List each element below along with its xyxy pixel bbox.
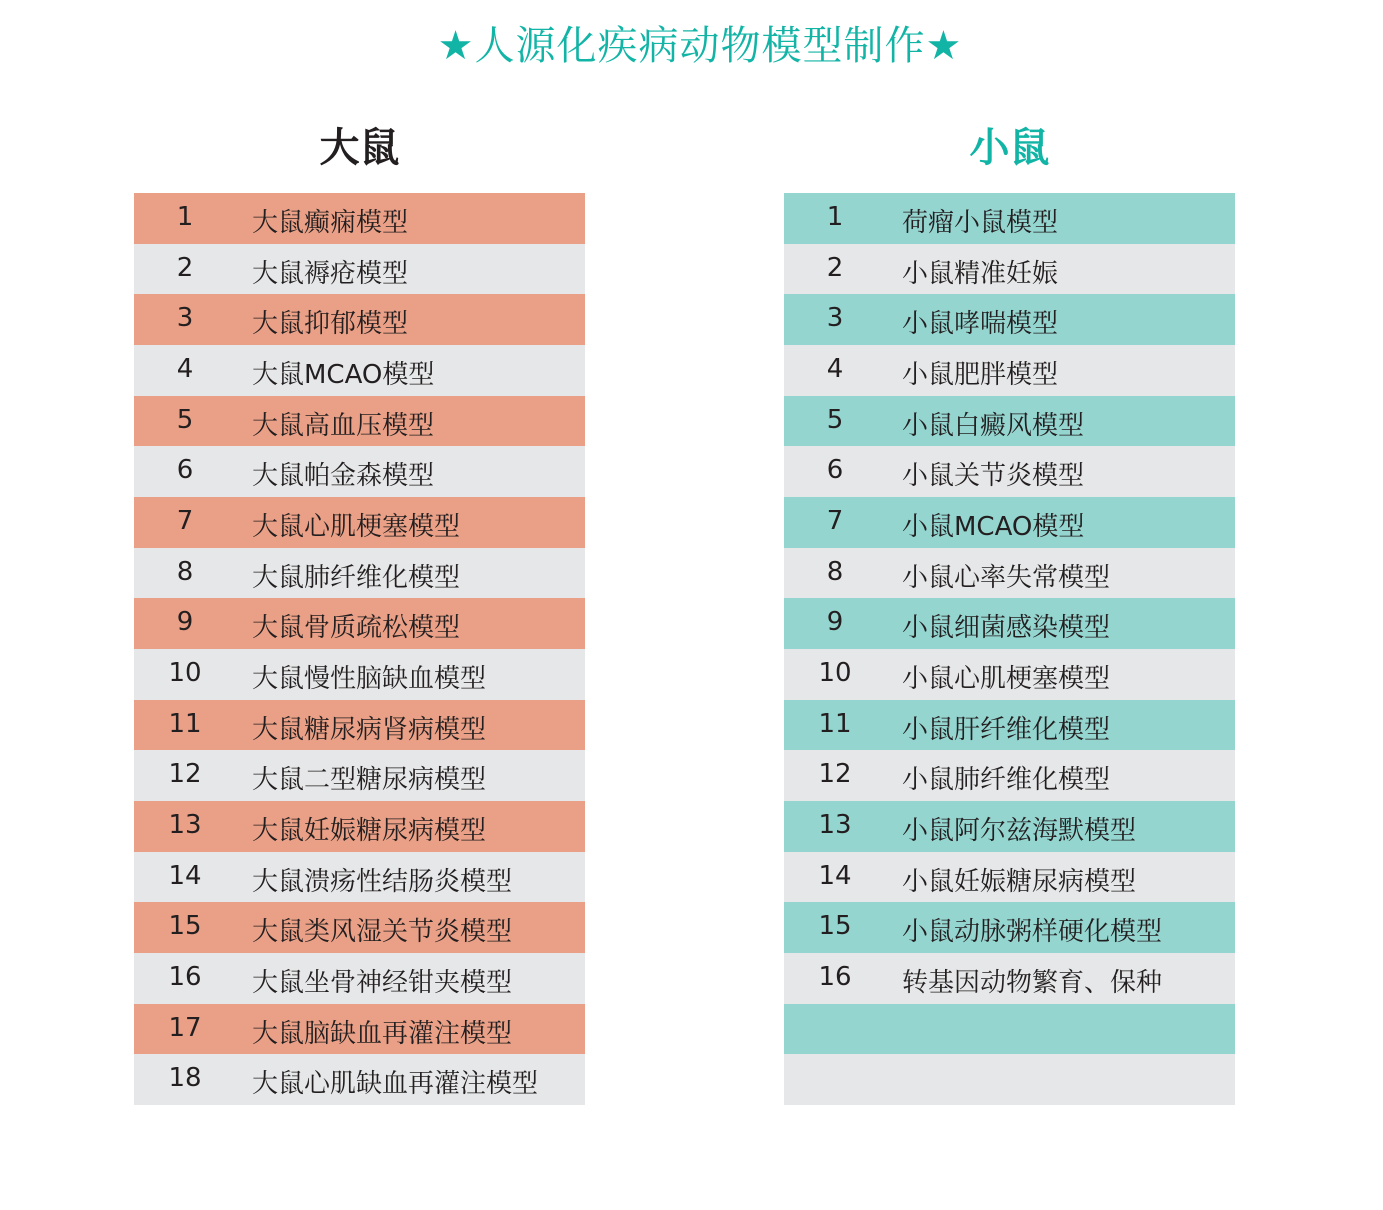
table-row	[784, 396, 1235, 447]
table-row	[134, 1054, 585, 1105]
table-row	[784, 193, 1235, 244]
row-number: 5	[176, 404, 194, 435]
model-name: 大鼠肺纤维化模型	[252, 562, 461, 593]
table-row	[134, 345, 585, 396]
row-number: 15	[818, 911, 852, 942]
rat-model-table	[134, 193, 585, 1105]
mouse-heading: 小鼠	[969, 125, 1050, 171]
table-row	[784, 598, 1235, 649]
row-number: 14	[818, 860, 852, 891]
row-number: 8	[176, 556, 194, 587]
table-row	[134, 446, 585, 497]
model-name: 荷瘤小鼠模型	[902, 208, 1059, 238]
model-name: 大鼠抑郁模型	[252, 309, 409, 340]
table-row	[784, 446, 1235, 497]
table-row	[134, 193, 585, 244]
model-name: 小鼠关节炎模型	[902, 461, 1085, 492]
model-name: 小鼠哮喘模型	[902, 309, 1059, 340]
table-row	[134, 396, 585, 447]
row-number: 8	[826, 556, 844, 587]
model-name: 大鼠糖尿病肾病模型	[252, 714, 487, 745]
model-name: 小鼠阿尔兹海默模型	[902, 815, 1137, 846]
model-name: 大鼠心肌梗塞模型	[252, 511, 461, 542]
rat-heading: 大鼠	[319, 125, 400, 171]
row-number: 1	[826, 202, 844, 232]
table-row	[134, 244, 585, 295]
row-number: 16	[818, 961, 852, 992]
table-row	[134, 294, 585, 345]
row-number: 6	[176, 455, 194, 486]
row-number: 18	[168, 1063, 202, 1094]
table-row	[784, 801, 1235, 852]
model-name: 大鼠骨质疏松模型	[252, 613, 461, 644]
row-number: 13	[168, 809, 202, 840]
row-number: 5	[826, 404, 844, 435]
model-name: 小鼠肥胖模型	[902, 359, 1059, 390]
row-number: 11	[818, 708, 852, 739]
row-number: 12	[168, 759, 202, 790]
row-number: 6	[826, 455, 844, 486]
row-number: 13	[818, 809, 852, 840]
row-number: 17	[168, 1012, 202, 1043]
row-number: 10	[168, 657, 202, 688]
row-number: 9	[176, 607, 194, 638]
row-number: 11	[168, 708, 202, 739]
table-row	[784, 700, 1235, 751]
table-row	[134, 801, 585, 852]
model-name: 小鼠肺纤维化模型	[902, 765, 1111, 796]
row-number: 16	[168, 961, 202, 992]
model-name: 大鼠脑缺血再灌注模型	[252, 1018, 513, 1049]
row-number: 7	[826, 505, 844, 536]
model-name: 转基因动物繁育、保种	[902, 967, 1163, 998]
model-name: 大鼠癫痫模型	[252, 208, 409, 238]
row-number: 4	[826, 353, 844, 384]
model-name: 大鼠MCAO模型	[252, 359, 435, 390]
row-number: 3	[176, 303, 194, 334]
model-name: 小鼠动脉粥样硬化模型	[902, 917, 1163, 948]
table-row	[134, 548, 585, 599]
row-number: 9	[826, 607, 844, 638]
model-name: 大鼠坐骨神经钳夹模型	[252, 967, 513, 998]
model-name: 大鼠类风湿关节炎模型	[252, 917, 513, 948]
table-row	[784, 1004, 1235, 1055]
model-name: 大鼠妊娠糖尿病模型	[252, 815, 487, 846]
row-number: 4	[176, 353, 194, 384]
table-row	[784, 345, 1235, 396]
table-row	[784, 649, 1235, 700]
model-name: 大鼠二型糖尿病模型	[252, 765, 487, 796]
row-number: 3	[826, 303, 844, 334]
row-number: 14	[168, 860, 202, 891]
row-number: 10	[818, 657, 852, 688]
model-name: 小鼠妊娠糖尿病模型	[902, 866, 1137, 897]
table-row	[134, 700, 585, 751]
page-title: ★人源化疾病动物模型制作★	[437, 23, 963, 69]
table-row	[134, 750, 585, 801]
model-name: 小鼠心肌梗塞模型	[902, 663, 1111, 694]
table-row	[784, 852, 1235, 903]
model-name: 小鼠心率失常模型	[902, 562, 1111, 593]
table-row	[784, 1054, 1235, 1105]
row-number: 7	[176, 505, 194, 536]
model-name: 大鼠高血压模型	[252, 410, 435, 441]
row-number: 2	[176, 252, 194, 283]
table-row	[784, 902, 1235, 953]
model-name: 大鼠褥疮模型	[252, 258, 409, 289]
model-name: 小鼠白癜风模型	[902, 410, 1085, 441]
table-row	[784, 244, 1235, 295]
model-name: 小鼠MCAO模型	[902, 511, 1085, 542]
model-name: 大鼠慢性脑缺血模型	[252, 663, 487, 694]
table-row	[134, 1004, 585, 1055]
model-name: 小鼠细菌感染模型	[902, 613, 1111, 644]
row-number: 12	[818, 759, 852, 790]
row-number: 2	[826, 252, 844, 283]
table-row	[134, 497, 585, 548]
model-name: 小鼠肝纤维化模型	[902, 714, 1111, 745]
table-row	[784, 953, 1235, 1004]
row-number: 1	[176, 202, 194, 232]
table-row	[134, 598, 585, 649]
table-row	[134, 902, 585, 953]
model-name: 大鼠溃疡性结肠炎模型	[252, 866, 513, 897]
model-name: 小鼠精准妊娠	[902, 258, 1059, 289]
table-row	[784, 548, 1235, 599]
table-row	[784, 497, 1235, 548]
mouse-model-table	[784, 193, 1235, 1105]
table-row	[134, 852, 585, 903]
table-row	[134, 649, 585, 700]
model-name: 大鼠帕金森模型	[252, 461, 435, 492]
row-number: 15	[168, 911, 202, 942]
table-row	[784, 750, 1235, 801]
model-name: 大鼠心肌缺血再灌注模型	[252, 1069, 539, 1100]
table-row	[784, 294, 1235, 345]
table-row	[134, 953, 585, 1004]
